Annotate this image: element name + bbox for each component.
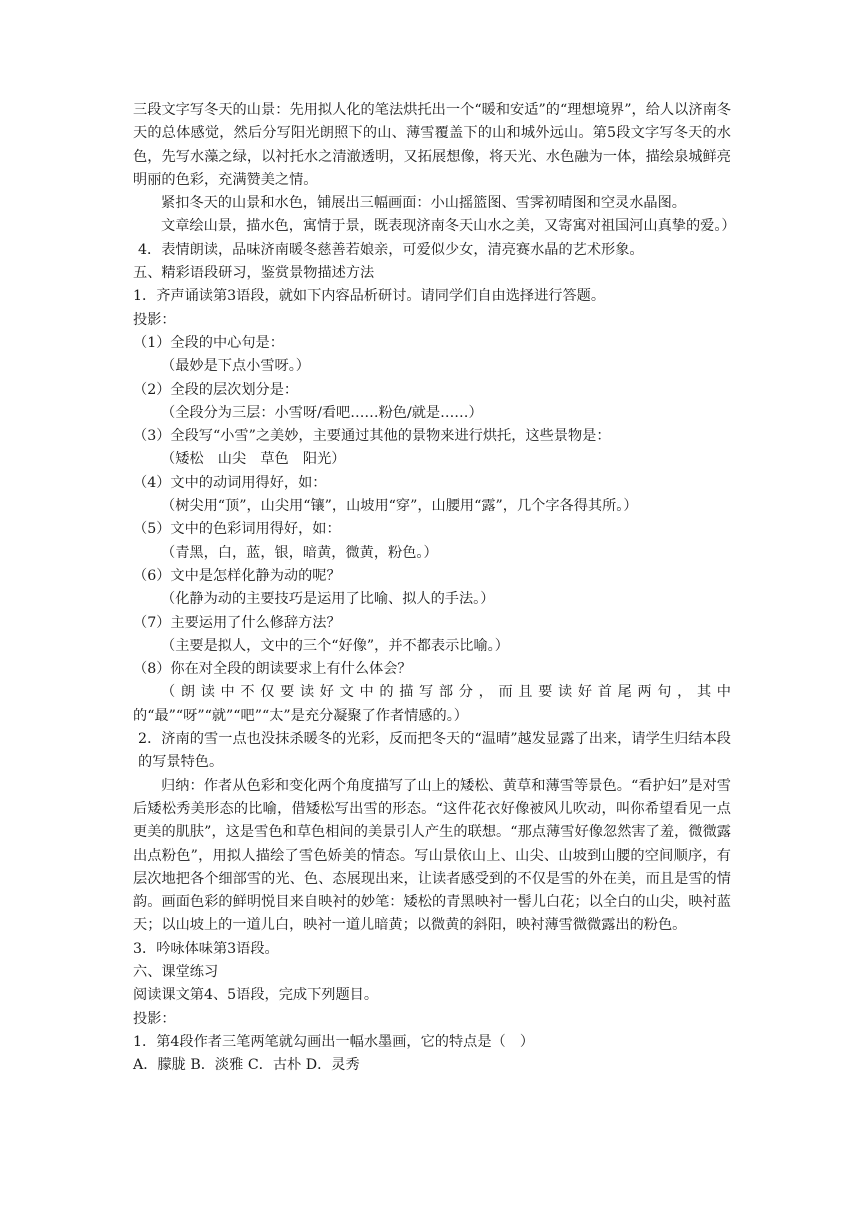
answer-5: （青黑，白，蓝，银，暗黄，微黄，粉色。） xyxy=(161,544,438,561)
projection-label: 投影： xyxy=(133,311,176,328)
section-6-heading: 六、课堂练习 xyxy=(133,963,219,980)
answer-4: （树尖用“顶”，山尖用“镶”，山坡用“穿”，山腰用“露”，几个字各得其所。） xyxy=(161,498,638,515)
answer-2: （全段分为三层：小雪呀/看吧……粉色/就是……） xyxy=(161,404,483,421)
paragraph-three-scenes: 紧扣冬天的山景和水色，铺展出三幅画面：小山摇篮图、雪霁初晴图和空灵水晶图。 xyxy=(161,195,686,212)
exercise-options-1: A．朦胧 B．淡雅 C．古朴 D．灵秀 xyxy=(133,1057,360,1074)
question-2: （2）全段的层次划分是： xyxy=(133,381,299,398)
answer-1: （最妙是下点小雪呀。） xyxy=(161,358,310,375)
question-3: （3）全段写“小雪”之美妙，主要通过其他的景物来进行烘托，这些景物是： xyxy=(133,428,611,445)
answer-7: （主要是拟人，文中的三个“好像”，并不都表示比喻。） xyxy=(161,637,509,654)
projection-label-2: 投影： xyxy=(133,1010,176,1027)
task-2-instruction: 2．济南的雪一点也没抹杀暖冬的光彩，反而把冬天的“温晴”越发显露了出来，请学生归结本段的写景特色。 xyxy=(138,731,731,771)
answer-8: （朗读中不仅要读好文中的描写部分，而且要读好首尾两句，其中的“最”“呀”“就”“吧”“太”是充分凝聚了作者情感的。） xyxy=(133,684,731,724)
question-1: （1）全段的中心句是： xyxy=(133,334,284,351)
question-7: （7）主要运用了什么修辞方法？ xyxy=(133,614,341,631)
task-3-instruction: 3．吟咏体味第3语段。 xyxy=(133,940,279,957)
answer-6: （化静为动的主要技巧是运用了比喻、拟人的手法。） xyxy=(161,591,495,608)
question-8: （8）你在对全段的朗读要求上有什么体会？ xyxy=(133,661,412,678)
question-5: （5）文中的色彩词用得好，如： xyxy=(133,521,341,538)
document-page xyxy=(133,99,736,1077)
exercise-question-1: 1．第4段作者三笔两笔就勾画出一幅水墨画，它的特点是（ ） xyxy=(133,1033,535,1050)
question-4: （4）文中的动词用得好，如： xyxy=(133,474,327,491)
question-6: （6）文中是怎样化静为动的呢？ xyxy=(133,567,341,584)
task-1-instruction: 1．齐声诵读第3语段，就如下内容品析研讨。请同学们自由选择进行答题。 xyxy=(133,288,606,305)
section-5-heading: 五、精彩语段研习，鉴赏景物描述方法 xyxy=(133,265,375,282)
paragraph-summary: 文章绘山景，描水色，寓情于景，既表现济南冬天山水之美，又寄寓对祖国河山真挚的爱。） xyxy=(161,218,736,235)
exercise-instruction: 阅读课文第4、5语段，完成下列题目。 xyxy=(133,987,379,1004)
paragraph-mountain-scene: 三段文字写冬天的山景：先用拟人化的笔法烘托出一个“暖和安适”的“理想境界”，给人以济南冬天的总体感觉，然后分写阳光朗照下的山、薄雪覆盖下的山和城外远山。第5段文字写冬天的水色，先写水藻之绿，以衬托水之清澈透明，又拓展想像，将天光、水色融为一体，描绘泉城鲜亮明丽的色彩，充满赞美之情。 xyxy=(133,102,731,188)
answer-3: （矮松 山尖 草色 阳光） xyxy=(161,451,346,468)
step-4-reading: 4．表情朗读，品味济南暖冬慈善若娘亲，可爱似少女，清亮赛水晶的艺术形象。 xyxy=(138,241,644,258)
paragraph-conclusion: 归纳：作者从色彩和变化两个角度描写了山上的矮松、黄草和薄雪等景色。“看护妇”是对雪后矮松秀美形态的比喻，借矮松写出雪的形态。“这件花衣好像被风儿吹动，叫你希望看见一点更美的肌肤”，这是雪色和草色相间的美景引人产生的联想。“那点薄雪好像忽然害了羞，微微露出点粉色”，用拟人描绘了雪色娇美的情态。写山景依山上、山尖、山坡到山腰的空间顺序，有层次地把各个细部雪的光、色、态展现出来，让读者感受到的不仅是雪的外在美，而且是雪的情韵。画面色彩的鲜明悦目来自映衬的妙笔：矮松的青黑映衬一髻儿白花；以全白的山尖，映衬蓝天；以山坡上的一道儿白，映衬一道儿暗黄；以微黄的斜阳，映衬薄雪微微露出的粉色。 xyxy=(133,777,731,934)
